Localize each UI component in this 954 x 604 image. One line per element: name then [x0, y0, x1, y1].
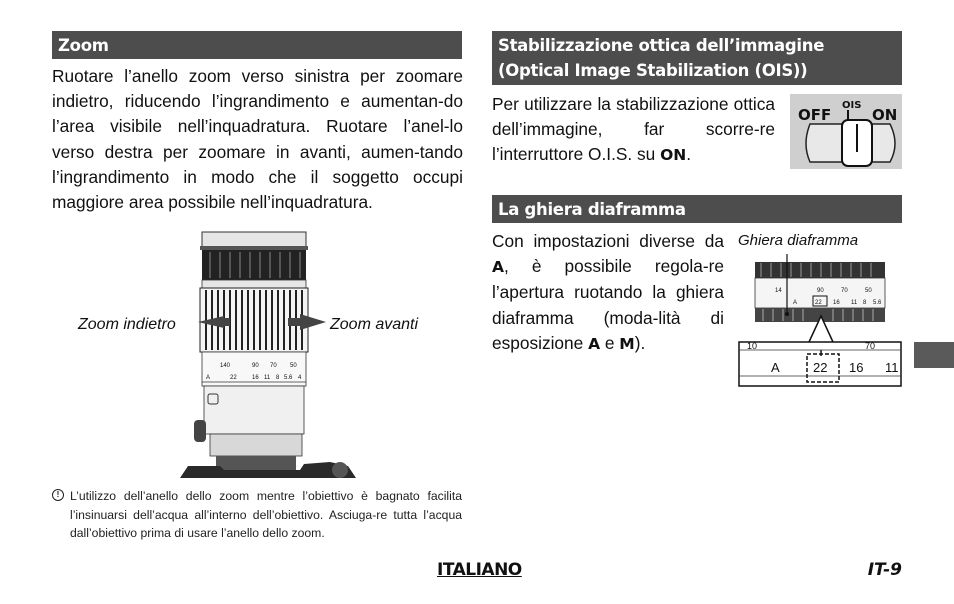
- dial-mid-mark: 8: [863, 300, 867, 306]
- focal-mark: 50: [290, 363, 297, 369]
- page-number: IT-9: [867, 560, 902, 580]
- dial-mid-mark: 5.6: [873, 300, 882, 306]
- footer-language: ITALIANO: [437, 560, 522, 580]
- heading-text: Zoom: [58, 36, 109, 55]
- focal-mark: 140: [220, 363, 231, 369]
- caution-note: L’utilizzo dell’anello dello zoom mentre l’obiettivo è bagnato facilita l’insinuarsi dell’acqua all’interno dell’obiettivo. Asciuga-re tutta l’acqua dall’obiettivo prima di usare l’anello dello zoom.: [70, 489, 462, 540]
- caution-icon: !: [52, 489, 64, 501]
- caption-aperture-ring: Ghiera diaframma: [738, 232, 859, 249]
- heading-text: La ghiera diaframma: [498, 200, 686, 219]
- ois-text-pre: Per utilizzare la stabilizzazione ottica dell’immagine, far scorre-re l’interruttore O.I.S. su: [492, 94, 775, 165]
- mode-a-label: A: [492, 258, 504, 277]
- zoom-aperture-mark: A: [771, 360, 780, 375]
- section-heading-ois: [492, 31, 902, 85]
- caption-zoom-out: Zoom indietro: [78, 316, 176, 333]
- zoom-lens-illustration: [180, 230, 365, 478]
- ois-off-text: OFF: [798, 106, 832, 124]
- zoom-top-mark: 10: [747, 341, 758, 351]
- heading-text-line1: Stabilizzazione ottica dell’immagine: [498, 36, 825, 55]
- aperture-mark: 8: [276, 375, 280, 381]
- section-heading-aperture-ring: [492, 195, 902, 223]
- aperture-text-pre: Con impostazioni diverse da: [492, 231, 724, 251]
- aperture-mark: 22: [230, 375, 237, 381]
- zoom-top-mark: 70: [865, 341, 876, 351]
- caption-zoom-in: Zoom avanti: [330, 316, 419, 333]
- dial-mid-mark: 16: [833, 300, 840, 306]
- ois-switch-illustration: [790, 94, 902, 169]
- zoom-aperture-mark: 11: [885, 360, 899, 375]
- ois-on-text: ON: [872, 106, 898, 124]
- aperture-paragraph: [492, 229, 724, 357]
- zoom-in-arrow: [300, 314, 326, 330]
- focal-mark: 70: [270, 363, 277, 369]
- dial-mid-mark: 11: [851, 300, 858, 306]
- ois-on-label: ON: [660, 146, 687, 165]
- aperture-mark: A: [206, 375, 211, 381]
- aperture-text-post: ).: [634, 332, 646, 353]
- aperture-mark: 11: [264, 375, 271, 381]
- dial-top-mark: 14: [775, 288, 782, 294]
- dial-top-mark: 70: [841, 288, 848, 294]
- mode-a-label: A: [588, 334, 601, 353]
- ois-text-post: .: [686, 144, 692, 165]
- chapter-tab-marker: [914, 342, 954, 368]
- dial-mid-mark: 22: [815, 300, 822, 306]
- ois-paragraph: [492, 92, 775, 169]
- aperture-ring-illustration: [737, 254, 903, 388]
- dial-mid-mark: A: [793, 300, 798, 306]
- section-heading-zoom: [52, 31, 462, 59]
- ois-label-text: OIS: [842, 100, 862, 111]
- zoom-paragraph: Ruotare l’anello zoom verso sinistra per zoomare indietro, riducendo l’ingrandimento e aumentan-do l’area visibile nell’inquadratura. Ruotare l’anel-lo verso destra per zoomare in avanti, aumen-tando l’ingrandimento in modo che il soggetto occupi maggiore area possibile nell’inquadratura.: [52, 66, 463, 213]
- dial-top-mark: 90: [817, 288, 824, 294]
- focal-mark: 90: [252, 363, 259, 369]
- mode-m-label: M: [619, 334, 635, 353]
- aperture-mark: 4: [298, 375, 302, 381]
- zoom-aperture-mark: 16: [849, 360, 864, 375]
- aperture-mark: 16: [252, 375, 259, 381]
- heading-text-line2: (Optical Image Stabilization (OIS)): [498, 61, 808, 80]
- dial-top-mark: 50: [865, 288, 872, 294]
- aperture-mark: 5.6: [284, 375, 293, 381]
- zoom-aperture-mark: 22: [813, 360, 828, 375]
- aperture-text-and: e: [600, 332, 620, 353]
- aperture-text-mid: , è possibile regola-re l’apertura ruotando la ghiera diaframma (moda-lità di esposizione: [492, 256, 724, 353]
